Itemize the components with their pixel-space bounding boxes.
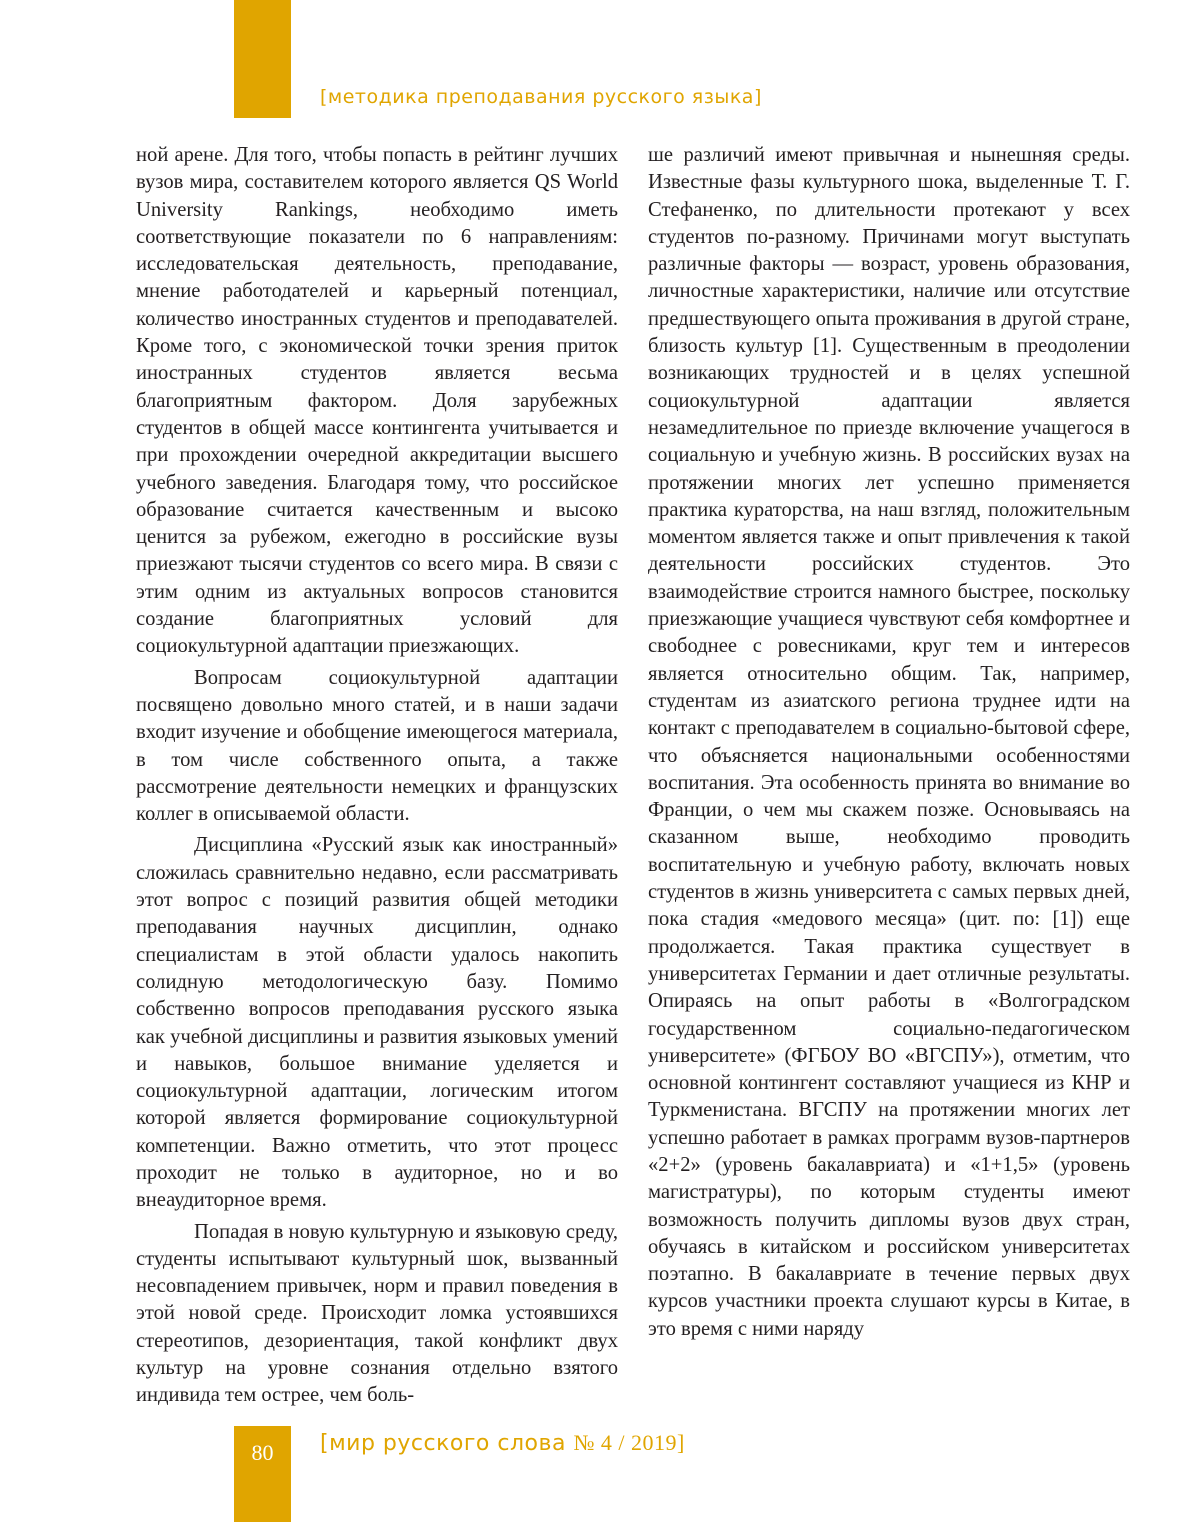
paragraph: ше различий имеют привычная и нынешняя среды. Известные фазы культурного шока, выделенные Т. Г. Стефаненко, по длительности протекают у всех студентов по-разному. Причинами могут выступать различные факторы — возраст, уровень образования, личностные характеристики, наличие или отсутствие предшествующего опыта проживания в другой стране, близость культур [1]. Существенным в преодолении возникающих трудностей и в целях успешной социокультурной адаптации является незамедлительное по приезде включение учащегося в социальную и учебную жизнь. В российских вузах на протяжении многих лет успешно применяется практика кураторства, на наш взгляд, положительным моментом является также и опыт привлечения к такой деятельности российских студентов. Это взаимодействие строится намного быстрее, поскольку приезжающие учащиеся чувствуют себя комфортнее и свободнее с ровесниками, круг тем и интересов является относительно общим. Так, например, студентам из азиатского региона труднее идти на контакт с преподавателем в социально-бытовой сфере, что объясняется национальными особенностями воспитания. Эта особенность принята во внимание во Франции, о чем мы скажем позже. Основываясь на сказанном выше, необходимо проводить воспитательную и учебную работу, включать новых студентов в жизнь университета с самых первых дней, пока стадия «медового месяца» (цит. по: [1]) еще продолжается. Такая практика существует в университетах Германии и дает отличные результаты. Опираясь на опыт работы в «Волгоградском государственном социально-педагогическом университете» (ФГБОУ ВО «ВГСПУ»), отметим, что основной контингент составляют учащиеся из КНР и Туркменистана. ВГСПУ на протяжении многих лет успешно работает в рамках программ вузов-партнеров «2+2» (уровень бакалавриата) и «1+1,5» (уровень магистратуры), по которым студенты имеют возможность получить дипломы вузов двух стран, обучаясь в китайском и российском университетах поэтапно. В бакалавриате в течение первых двух курсов участники проекта слушают курсы в Китае, в это время с ними наряду — [648, 144, 1130, 1340]
paragraph: Вопросам социокультурной адаптации посвящено довольно много статей, и в наши задачи входит изучение и обобщение имеющегося материала, в том числе собственного опыта, а также рассмотрение деятельности немецких и французских коллег в описываемой области. — [136, 666, 618, 826]
accent-bar-top — [234, 0, 291, 118]
journal-name: [мир русского слова — [320, 1431, 566, 1456]
footer-journal — [320, 1430, 685, 1456]
page-number: 80 — [251, 1440, 274, 1465]
right-column — [648, 142, 1130, 1343]
paragraph: Попадая в новую культурную и языковую среду, студенты испытывают культурный шок, вызванный несовпадением привычек, норм и правил поведения в этой новой среде. Происходит ломка устоявшихся стереотипов, дезориентация, такой конфликт двух культур на уровне сознания отдельно взятого индивида тем острее, чем боль- — [136, 1220, 618, 1407]
paragraph: ной арене. Для того, чтобы попасть в рейтинг лучших вузов мира, составителем которого является QS World University Rankings, необходимо иметь соответствующие показатели по 6 направлениям: исследовательская деятельность, преподавание, мнение работодателей и карьерный потенциал, количество иностранных студентов и преподавателей. Кроме того, с экономической точки зрения приток иностранных студентов является весьма благоприятным фактором. Доля зарубежных студентов в общей массе контингента учитывается и при прохождении очередной аккредитации высшего учебного заведения. Благодаря тому, что российское образование считается качественным и высоко ценится за рубежом, ежегодно в российские вузы приезжают тысячи студентов со всего мира. В связи с этим одним из актуальных вопросов становится создание благоприятных условий для социокультурной адаптации приезжающих. — [136, 144, 618, 658]
paragraph: Дисциплина «Русский язык как иностранный» сложилась сравнительно недавно, если рассматривать этот вопрос с позиций развития общей методики преподавания научных дисциплин, однако специалистам в этой области удалось накопить солидную методологическую базу. Помимо собственно вопросов преподавания русского языка как учебной дисциплины и развития языковых умений и навыков, большое внимание уделяется и социокультурной адаптации, логическим итогом которой является формирование социокультурной компетенции. Важно отметить, что этот процесс проходит не только в аудиторное, но и во внеаудиторное время. — [136, 834, 618, 1212]
left-column — [136, 142, 618, 1410]
section-header: [методика преподавания русского языка] — [320, 86, 762, 108]
issue-number: № 4 / 2019] — [573, 1430, 685, 1455]
